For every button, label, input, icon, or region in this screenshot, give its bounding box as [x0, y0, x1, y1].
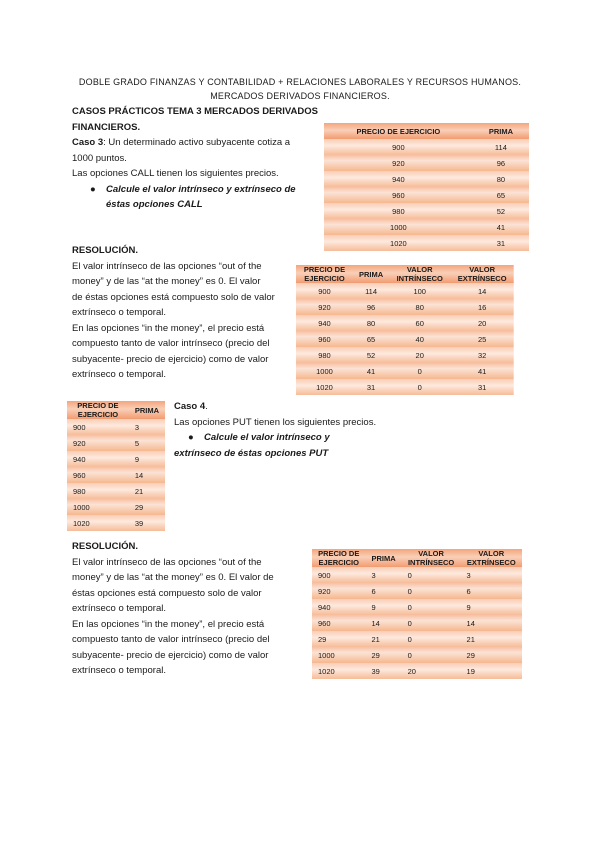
table-cell: 5	[134, 438, 139, 448]
table-cell: 114	[365, 286, 378, 296]
table-header-cell: VALOR EXTRÍNSECO	[466, 549, 516, 567]
table-cell: 980	[73, 486, 86, 496]
table-cell: 1020	[316, 382, 333, 392]
section-title	[72, 104, 318, 135]
table-cell: 0	[407, 570, 412, 580]
caso3-text-1: : Un determinado activo subyacente cotiza a	[103, 137, 291, 148]
table-row	[324, 171, 529, 187]
table-cell: 980	[318, 350, 331, 360]
paragraph-line: compuesto tanto de valor intrínseco (precio del	[72, 338, 270, 349]
table-cell: 9	[466, 602, 471, 612]
paragraph-line: extrínseco o temporal.	[72, 665, 166, 676]
table-cell: 920	[73, 438, 86, 448]
caso3-task-1: Calcule el valor intrínseco y extrínseco de	[106, 183, 296, 195]
table-cell: 29	[371, 650, 380, 660]
table-cell: 21	[371, 634, 380, 644]
table-call-values	[296, 265, 514, 395]
table-row	[324, 219, 529, 235]
table-header-cell: PRECIO DE EJERCICIO	[303, 265, 346, 283]
table-row	[312, 567, 522, 583]
table-row	[312, 647, 522, 663]
table-cell: 80	[496, 174, 506, 184]
table-cell: 1000	[318, 650, 335, 660]
paragraph-line: subyacente- precio de ejercicio) como de valor	[72, 649, 269, 661]
table-cell: 940	[392, 174, 405, 184]
table-cell: 25	[477, 334, 487, 344]
resolucion2-block	[72, 539, 297, 679]
table-cell: 0	[407, 618, 412, 628]
caso4-label: Caso 4	[174, 401, 206, 412]
table-cell: 29	[134, 502, 144, 512]
table-header-cell: PRECIO DE EJERCICIO	[318, 549, 360, 567]
table-cell: 1020	[73, 518, 90, 528]
table-put-prices	[67, 401, 165, 531]
paragraph-line: subyacente- precio de ejercicio) como de valor	[72, 353, 269, 365]
table-cell: 0	[417, 366, 422, 376]
header-line-2: MERCADOS DERIVADOS FINANCIEROS.	[210, 91, 390, 101]
section-title-line-2: FINANCIEROS.	[72, 121, 141, 133]
table-cell: 100	[413, 286, 426, 296]
table-cell: 960	[392, 190, 405, 200]
resolucion1-text	[72, 259, 297, 383]
paragraph-line: El valor intrínseco de las opciones “out of the	[72, 260, 262, 272]
table-cell: 14	[134, 470, 144, 480]
table-cell: 6	[371, 586, 376, 596]
caso4-block: Caso 4. Las opciones PUT tienen los siguientes precios. ● Calcule el valor intrínseco y extrínseco de éstas opciones PUT	[174, 399, 424, 461]
resolucion2-text	[72, 555, 297, 679]
table-cell: 19	[466, 666, 475, 676]
table-cell: 96	[496, 158, 506, 168]
table-cell: 21	[134, 486, 144, 496]
table-cell: 940	[318, 602, 331, 612]
bullet-icon: ●	[188, 432, 194, 443]
table-row	[67, 451, 165, 467]
caso3-block	[72, 135, 312, 213]
table-cell: 40	[415, 334, 424, 344]
paragraph-line: compuesto tanto de valor intrínseco (precio del	[72, 634, 270, 645]
doc-header	[60, 75, 540, 103]
resolucion1-title: RESOLUCIÓN.	[72, 245, 138, 256]
table-cell: 1000	[73, 502, 90, 512]
table-cell: 114	[494, 142, 507, 152]
table-cell: 21	[466, 634, 475, 644]
table-cell: 14	[466, 618, 475, 628]
table-header-row	[67, 401, 165, 419]
table-cell: 0	[407, 602, 412, 612]
table-header-cell: PRECIO DE EJERCICIO	[356, 126, 441, 136]
table-cell: 920	[392, 158, 405, 168]
caso4-task-1: Calcule el valor intrínseco y	[204, 432, 330, 443]
table-row	[296, 363, 514, 379]
table-cell: 0	[417, 382, 422, 392]
table-cell: 900	[318, 286, 331, 296]
table-cell: 52	[366, 350, 376, 360]
table-header-cell: VALOR EXTRÍNSECO	[457, 265, 507, 283]
table-header-cell: VALOR INTRÍNSECO	[407, 549, 455, 567]
table-header-cell: PRIMA	[358, 269, 384, 279]
paragraph-line: El valor intrínseco de las opciones “out of the	[72, 556, 262, 568]
paragraph-line: extrínseco o temporal.	[72, 603, 166, 614]
table-cell: 940	[318, 318, 331, 328]
table-cell: 29	[318, 634, 327, 644]
table-cell: 0	[407, 634, 412, 644]
table-cell: 29	[466, 650, 475, 660]
paragraph-line: extrínseco o temporal.	[72, 369, 166, 380]
resolucion2-title: RESOLUCIÓN.	[72, 541, 138, 552]
table-cell: 52	[496, 206, 506, 216]
paragraph-line: extrínseco o temporal.	[72, 307, 166, 318]
table-cell: 96	[366, 302, 376, 312]
table-header-cell: PRIMA	[371, 553, 396, 563]
table-row	[296, 315, 514, 331]
table-cell: 16	[477, 302, 487, 312]
table-header-cell: PRIMA	[488, 126, 513, 136]
table-cell: 41	[496, 222, 506, 232]
table-row	[324, 235, 529, 251]
table-cell: 0	[407, 650, 412, 660]
table-cell: 39	[134, 518, 144, 528]
table-row	[296, 283, 514, 299]
table-row	[296, 379, 514, 395]
table-cell: 6	[466, 586, 471, 596]
table-cell: 41	[366, 366, 376, 376]
table-row	[324, 155, 529, 171]
table-cell: 14	[477, 286, 487, 296]
table-call-prices	[324, 123, 529, 251]
table-row	[67, 499, 165, 515]
bullet-icon: ●	[90, 183, 96, 195]
table-cell: 3	[134, 422, 139, 432]
table-cell: 1000	[316, 366, 333, 376]
table-header-cell: PRIMA	[134, 405, 159, 415]
paragraph-line: éstas opciones está compuesto solo de valor	[72, 587, 262, 599]
table-cell: 960	[73, 470, 86, 480]
table-cell: 14	[371, 618, 380, 628]
table-cell: 960	[318, 334, 331, 344]
table-cell: 0	[407, 586, 412, 596]
caso3-task-2: éstas opciones CALL	[106, 199, 203, 210]
table-cell: 1020	[318, 666, 335, 676]
table-cell: 32	[477, 350, 487, 360]
table-cell: 3	[371, 570, 376, 580]
table-row	[324, 139, 529, 155]
table-row	[312, 663, 522, 679]
table-header-row	[324, 123, 529, 139]
table-row	[312, 631, 522, 647]
table-cell: 960	[318, 618, 331, 628]
table-cell: 920	[318, 586, 331, 596]
table-row	[67, 483, 165, 499]
paragraph-line: money” y de las “at the money” es 0. El valor	[72, 276, 261, 287]
table-row	[67, 515, 165, 531]
table-row	[324, 187, 529, 203]
table-row	[296, 331, 514, 347]
caso4-text-1: Las opciones PUT tienen los siguientes precios.	[174, 416, 377, 428]
header-line-1: DOBLE GRADO FINANZAS Y CONTABILIDAD + RELACIONES LABORALES Y RECURSOS HUMANOS.	[78, 77, 522, 87]
table-cell: 20	[407, 666, 416, 676]
table-cell: 60	[415, 318, 424, 328]
table-cell: 9	[134, 454, 139, 464]
table-cell: 900	[73, 422, 86, 432]
table-cell: 920	[318, 302, 331, 312]
table-put-values	[312, 549, 522, 679]
table-cell: 980	[392, 206, 405, 216]
table-header-row	[296, 265, 514, 283]
table-cell: 1000	[390, 222, 407, 232]
table-cell: 31	[366, 382, 376, 392]
paragraph-line: de éstas opciones está compuesto solo de valor	[72, 291, 275, 303]
table-cell: 9	[371, 602, 376, 612]
paragraph-line: En las opciones “in the money”, el precio está	[72, 322, 265, 334]
table-header-cell: PRECIO DE EJERCICIO	[77, 401, 119, 419]
resolucion1-block	[72, 243, 297, 383]
table-cell: 940	[73, 454, 86, 464]
table-row	[67, 435, 165, 451]
table-cell: 900	[318, 570, 331, 580]
caso4-task-2: extrínseco de éstas opciones PUT	[174, 447, 329, 459]
table-cell: 20	[415, 350, 424, 360]
section-title-line-1: CASOS PRÁCTICOS TEMA 3 MERCADOS DERIVADOS	[72, 106, 318, 117]
table-cell: 41	[477, 366, 487, 376]
table-cell: 3	[466, 570, 471, 580]
paragraph-line: En las opciones “in the money”, el precio está	[72, 618, 265, 630]
table-cell: 31	[477, 382, 487, 392]
table-header-row	[312, 549, 522, 567]
table-row	[296, 347, 514, 363]
table-cell: 80	[415, 302, 424, 312]
table-row	[296, 299, 514, 315]
table-row	[312, 615, 522, 631]
table-header-cell: VALOR INTRÍNSECO	[396, 265, 443, 283]
caso3-text-2: 1000 puntos.	[72, 152, 127, 164]
table-cell: 20	[477, 318, 487, 328]
caso3-text-3: Las opciones CALL tienen los siguientes precios.	[72, 168, 279, 179]
table-cell: 31	[496, 238, 506, 248]
table-cell: 39	[371, 666, 380, 676]
table-row	[67, 467, 165, 483]
table-row	[324, 203, 529, 219]
table-row	[312, 599, 522, 615]
table-row	[312, 583, 522, 599]
paragraph-line: money” y de las “at the money” es 0. El valor de	[72, 572, 274, 583]
table-cell: 900	[392, 142, 405, 152]
table-cell: 80	[366, 318, 376, 328]
caso3-label: Caso 3	[72, 137, 104, 148]
table-row	[67, 419, 165, 435]
table-cell: 65	[366, 334, 376, 344]
table-cell: 1020	[390, 238, 407, 248]
table-cell: 65	[496, 190, 506, 200]
